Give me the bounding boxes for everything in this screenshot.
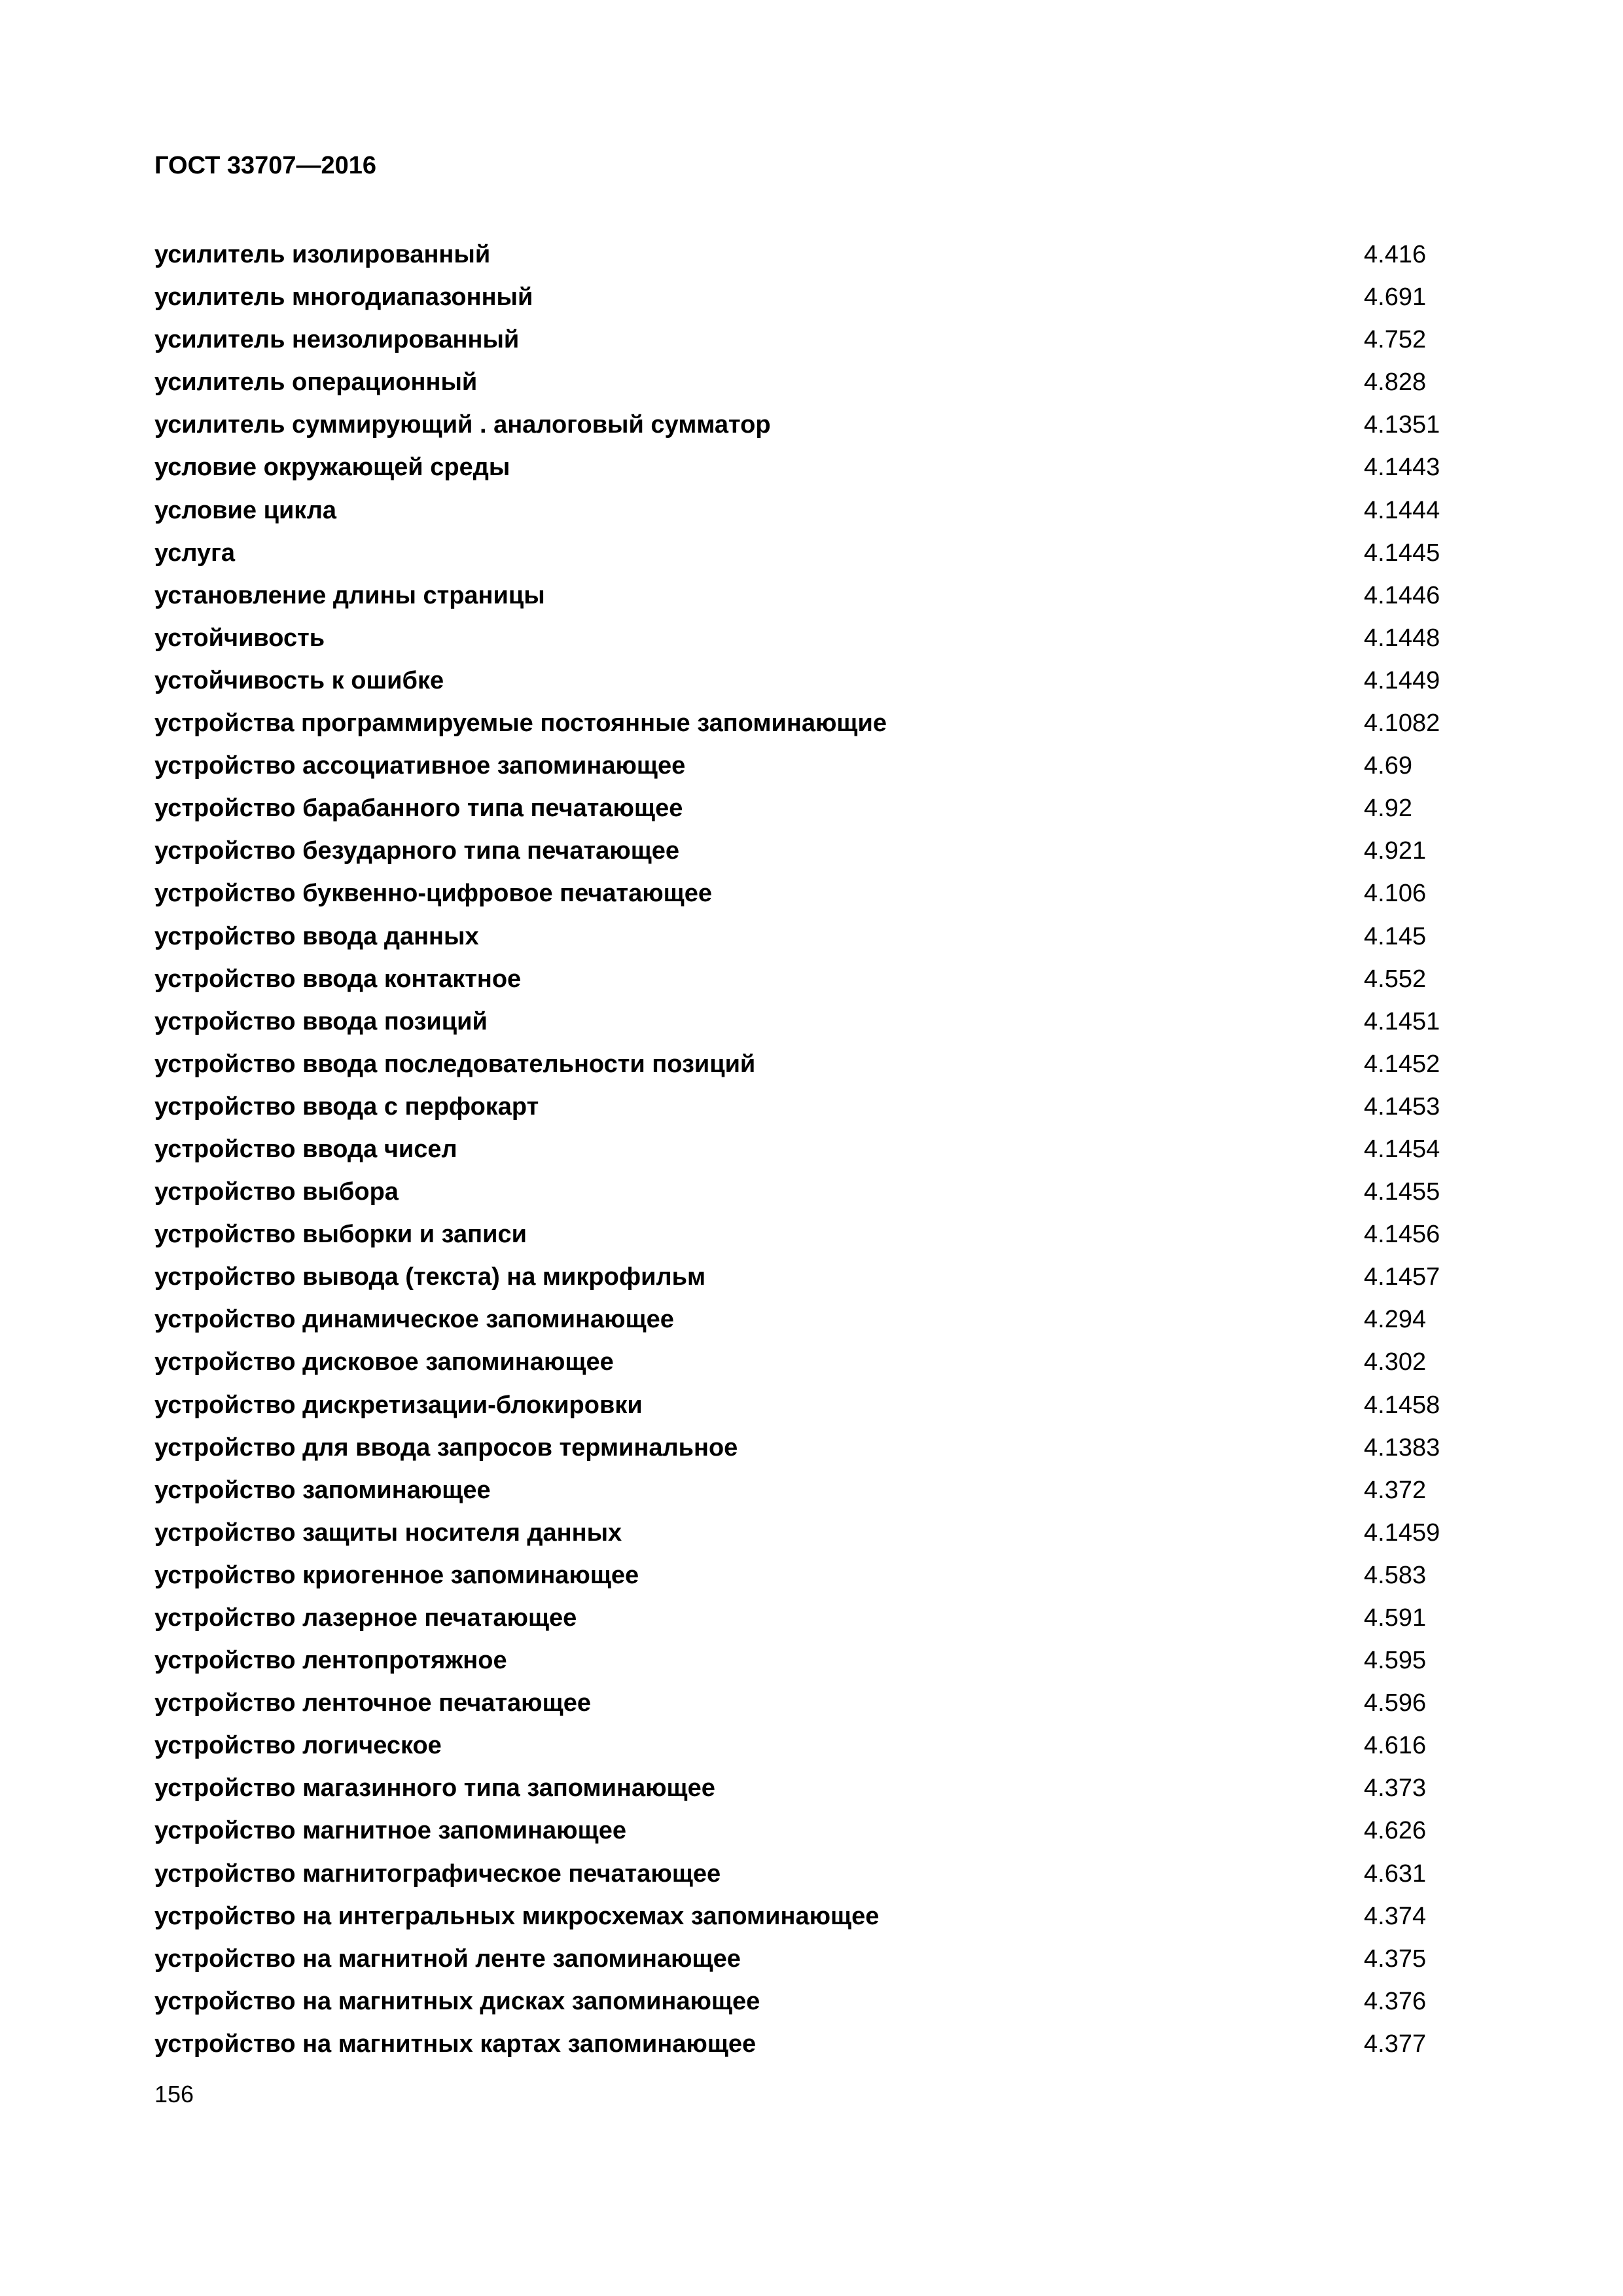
index-term: устройство дисковое запоминающее bbox=[154, 1348, 614, 1376]
index-entry bbox=[154, 961, 1470, 1004]
index-reference: 4.1082 bbox=[1364, 709, 1440, 738]
index-entry bbox=[154, 876, 1470, 918]
index-term: устройство ввода с перфокарт bbox=[154, 1092, 539, 1121]
index-entry bbox=[154, 1899, 1470, 1941]
index-term: устройство логическое bbox=[154, 1732, 442, 1760]
index-entry bbox=[154, 322, 1470, 365]
index-term: устройство ввода последовательности позиций bbox=[154, 1050, 756, 1078]
index-entry bbox=[154, 1558, 1470, 1600]
index-term: устройство магнитографическое печатающее bbox=[154, 1859, 721, 1888]
index-list bbox=[154, 237, 1470, 2069]
index-term: устройство ассоциативное запоминающее bbox=[154, 752, 686, 780]
index-term: усилитель многодиапазонный bbox=[154, 283, 533, 312]
index-reference: 4.631 bbox=[1364, 1859, 1427, 1888]
index-term: устройство динамическое запоминающее bbox=[154, 1306, 674, 1334]
index-term: устройство ввода позиций bbox=[154, 1007, 488, 1035]
index-reference: 4.69 bbox=[1364, 752, 1412, 780]
index-entry bbox=[154, 1430, 1470, 1473]
index-term: устройство ленточное печатающее bbox=[154, 1689, 591, 1717]
index-term: устройства программируемые постоянные запоминающие bbox=[154, 709, 887, 738]
index-term: устройство на магнитных дисках запоминающее bbox=[154, 1987, 760, 2015]
index-entry bbox=[154, 919, 1470, 961]
index-reference: 4.828 bbox=[1364, 368, 1427, 397]
index-term: устройство выбора bbox=[154, 1178, 399, 1206]
index-reference: 4.1458 bbox=[1364, 1391, 1440, 1419]
index-term: устройство для ввода запросов терминальное bbox=[154, 1433, 738, 1462]
index-reference: 4.377 bbox=[1364, 2030, 1427, 2058]
index-reference: 4.302 bbox=[1364, 1348, 1427, 1376]
index-entry bbox=[154, 1174, 1470, 1217]
document-header: ГОСТ 33707—2016 bbox=[154, 152, 377, 179]
index-entry bbox=[154, 706, 1470, 748]
index-term: устройство запоминающее bbox=[154, 1476, 491, 1504]
index-term: устройство магазинного типа запоминающее bbox=[154, 1774, 715, 1803]
index-reference: 4.374 bbox=[1364, 1902, 1427, 1930]
index-entry bbox=[154, 620, 1470, 663]
index-term: устройство лазерное печатающее bbox=[154, 1604, 577, 1632]
index-term: устойчивость bbox=[154, 624, 325, 652]
index-term: устройство на интегральных микросхемах запоминающее bbox=[154, 1902, 880, 1930]
index-reference: 4.373 bbox=[1364, 1774, 1427, 1803]
index-reference: 4.1456 bbox=[1364, 1221, 1440, 1249]
index-term: устройство защиты носителя данных bbox=[154, 1518, 622, 1547]
index-reference: 4.1444 bbox=[1364, 496, 1440, 524]
index-reference: 4.616 bbox=[1364, 1732, 1427, 1760]
index-reference: 4.375 bbox=[1364, 1945, 1427, 1973]
index-reference: 4.1445 bbox=[1364, 539, 1440, 567]
index-term: устройство ввода контактное bbox=[154, 965, 522, 993]
index-reference: 4.1452 bbox=[1364, 1050, 1440, 1078]
index-entry bbox=[154, 1856, 1470, 1899]
index-term: усилитель неизолированный bbox=[154, 326, 520, 354]
index-entry bbox=[154, 535, 1470, 578]
index-entry bbox=[154, 833, 1470, 876]
index-entry bbox=[154, 1685, 1470, 1728]
index-reference: 4.1459 bbox=[1364, 1518, 1440, 1547]
index-term: устойчивость к ошибке bbox=[154, 666, 444, 694]
index-term: устройство барабанного типа печатающее bbox=[154, 795, 683, 823]
index-entry bbox=[154, 1600, 1470, 1643]
index-term: устройство дискретизации-блокировки bbox=[154, 1391, 643, 1419]
index-reference: 4.552 bbox=[1364, 965, 1427, 993]
index-reference: 4.92 bbox=[1364, 795, 1412, 823]
index-entry bbox=[154, 791, 1470, 833]
index-reference: 4.583 bbox=[1364, 1561, 1427, 1589]
index-entry bbox=[154, 1344, 1470, 1387]
index-term: устройство магнитное запоминающее bbox=[154, 1817, 626, 1845]
index-reference: 4.1443 bbox=[1364, 454, 1440, 482]
index-reference: 4.595 bbox=[1364, 1647, 1427, 1675]
index-term: усилитель операционный bbox=[154, 368, 478, 397]
index-reference: 4.752 bbox=[1364, 326, 1427, 354]
index-term: устройство криогенное запоминающее bbox=[154, 1561, 639, 1589]
index-term: условие окружающей среды bbox=[154, 454, 510, 482]
page-number: 156 bbox=[154, 2081, 194, 2108]
index-reference: 4.1351 bbox=[1364, 411, 1440, 439]
index-term: устройство безударного типа печатающее bbox=[154, 837, 680, 865]
index-entry bbox=[154, 365, 1470, 407]
index-entry bbox=[154, 1217, 1470, 1259]
index-term: устройство ввода чисел bbox=[154, 1135, 457, 1163]
index-reference: 4.1451 bbox=[1364, 1007, 1440, 1035]
index-term: усилитель изолированный bbox=[154, 241, 491, 268]
index-term: усилитель суммирующий . аналоговый сумматор bbox=[154, 411, 771, 439]
index-entry bbox=[154, 493, 1470, 535]
index-reference: 4.921 bbox=[1364, 837, 1427, 865]
index-reference: 4.1448 bbox=[1364, 624, 1440, 652]
index-term: установление длины страницы bbox=[154, 581, 545, 609]
index-entry bbox=[154, 1259, 1470, 1302]
index-reference: 4.1453 bbox=[1364, 1092, 1440, 1121]
index-reference: 4.691 bbox=[1364, 283, 1427, 312]
index-entry bbox=[154, 279, 1470, 322]
index-reference: 4.1454 bbox=[1364, 1135, 1440, 1163]
index-entry bbox=[154, 237, 1470, 279]
index-entry bbox=[154, 450, 1470, 492]
index-term: устройство на магнитных картах запоминающее bbox=[154, 2030, 757, 2058]
index-term: устройство буквенно-цифровое печатающее bbox=[154, 880, 712, 908]
index-entry bbox=[154, 1770, 1470, 1813]
index-entry bbox=[154, 407, 1470, 450]
index-entry bbox=[154, 1089, 1470, 1132]
index-entry bbox=[154, 578, 1470, 620]
index-entry bbox=[154, 1813, 1470, 1856]
index-reference: 4.1457 bbox=[1364, 1263, 1440, 1291]
index-reference: 4.1455 bbox=[1364, 1178, 1440, 1206]
index-entry bbox=[154, 1515, 1470, 1558]
index-reference: 4.1446 bbox=[1364, 581, 1440, 609]
index-term: устройство ввода данных bbox=[154, 922, 479, 950]
index-term: устройство вывода (текста) на микрофильм bbox=[154, 1263, 706, 1291]
index-entry bbox=[154, 1473, 1470, 1515]
index-reference: 4.416 bbox=[1364, 241, 1427, 268]
index-entry bbox=[154, 1643, 1470, 1685]
index-term: услуга bbox=[154, 539, 236, 567]
index-entry bbox=[154, 1388, 1470, 1430]
index-reference: 4.626 bbox=[1364, 1817, 1427, 1845]
index-entry bbox=[154, 2026, 1470, 2069]
index-reference: 4.596 bbox=[1364, 1689, 1427, 1717]
index-term: устройство выборки и записи bbox=[154, 1221, 527, 1249]
index-term: условие цикла bbox=[154, 496, 337, 524]
index-entry bbox=[154, 1941, 1470, 1984]
index-reference: 4.372 bbox=[1364, 1476, 1427, 1504]
index-reference: 4.376 bbox=[1364, 1987, 1427, 2015]
index-entry bbox=[154, 1302, 1470, 1344]
index-reference: 4.1449 bbox=[1364, 666, 1440, 694]
index-entry bbox=[154, 1047, 1470, 1089]
index-reference: 4.294 bbox=[1364, 1306, 1427, 1334]
index-entry bbox=[154, 1984, 1470, 2026]
index-term: устройство на магнитной ленте запоминающее bbox=[154, 1945, 741, 1973]
index-entry bbox=[154, 1004, 1470, 1047]
index-reference: 4.145 bbox=[1364, 922, 1427, 950]
index-entry bbox=[154, 663, 1470, 706]
index-entry bbox=[154, 1132, 1470, 1174]
index-reference: 4.591 bbox=[1364, 1604, 1427, 1632]
index-entry bbox=[154, 748, 1470, 791]
index-term: устройство лентопротяжное bbox=[154, 1647, 507, 1675]
index-entry bbox=[154, 1728, 1470, 1770]
index-reference: 4.1383 bbox=[1364, 1433, 1440, 1462]
index-reference: 4.106 bbox=[1364, 880, 1427, 908]
